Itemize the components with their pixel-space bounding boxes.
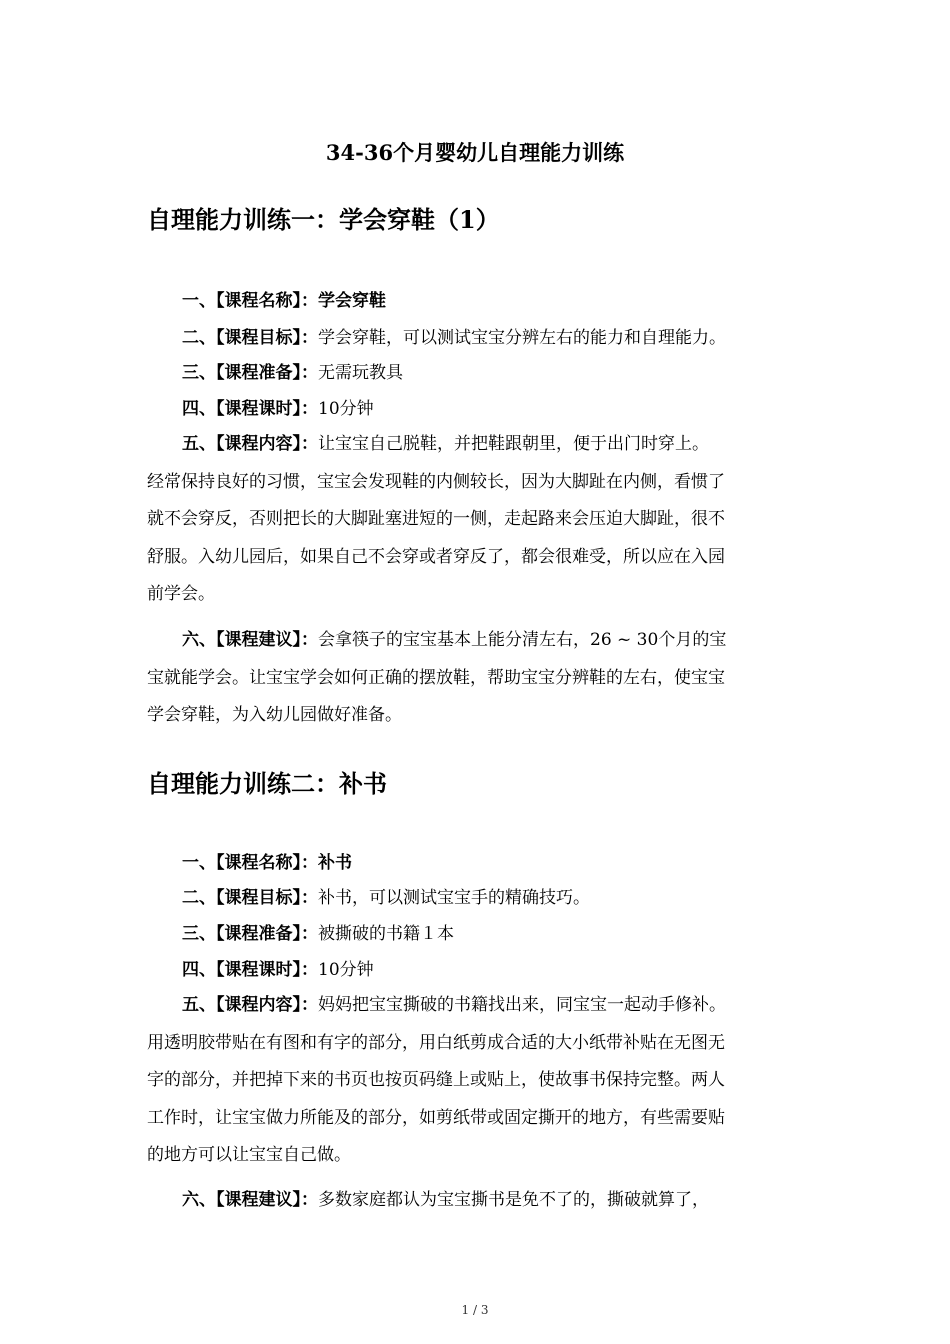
suggestion-line: 宝就能学会。让宝宝学会如何正确的摆放鞋，帮助宝宝分辨鞋的左右，使宝宝 (147, 667, 725, 688)
course-prep-item (147, 916, 807, 953)
item-value: 学会穿鞋 (318, 291, 386, 311)
content-line: 前学会。 (147, 584, 215, 604)
item-value: 10分钟 (318, 399, 374, 419)
content-line: 妈妈把宝宝撕破的书籍找出来，同宝宝一起动手修补。 (318, 995, 726, 1015)
content-line: 用透明胶带贴在有图和有字的部分，用白纸剪成合适的大小纸带补贴在无图无 (147, 1032, 725, 1053)
item-label: 五、【课程内容】： (182, 434, 318, 454)
item-label: 三、【课程准备】： (182, 363, 318, 383)
page-number: 1 / 3 (461, 1303, 489, 1317)
suggestion-line: 学会穿鞋，为入幼儿园做好准备。 (147, 705, 402, 725)
item-value: 10分钟 (318, 960, 374, 980)
item-label: 三、【课程准备】： (182, 924, 318, 944)
section-heading: 自理能力训练二：补书 (147, 769, 387, 798)
section-heading: 自理能力训练一：学会穿鞋（1） (147, 205, 500, 234)
course-name-item (147, 845, 807, 882)
item-label: 四、【课程课时】： (182, 960, 318, 980)
document-title: 34-36个月婴幼儿自理能力训练 (325, 140, 625, 165)
course-suggestion-paragraph (147, 622, 807, 735)
item-label: 六、【课程建议】： (182, 630, 318, 650)
course-prep-item (147, 355, 807, 392)
course-name-item (147, 283, 807, 320)
content-line: 字的部分，并把掉下来的书页也按页码缝上或贴上，使故事书保持完整。两人 (147, 1070, 725, 1090)
item-value: 补书 (318, 853, 352, 873)
content-line: 工作时，让宝宝做力所能及的部分，如剪纸带或固定撕开的地方，有些需要贴 (147, 1107, 725, 1128)
item-value: 学会穿鞋，可以测试宝宝分辨左右的能力和自理能力。 (318, 328, 726, 348)
suggestion-line: 多数家庭都认为宝宝撕书是免不了的，撕破就算了， (318, 1190, 709, 1210)
item-label: 二、【课程目标】： (182, 328, 318, 348)
item-label: 二、【课程目标】： (182, 888, 318, 908)
item-value: 被撕破的书籍１本 (318, 924, 454, 944)
item-value: 无需玩教具 (318, 363, 403, 383)
content-line: 让宝宝自己脱鞋，并把鞋跟朝里，便于出门时穿上。 (318, 434, 709, 454)
course-suggestion-paragraph (147, 1182, 807, 1220)
content-line: 舒服。入幼儿园后，如果自己不会穿或者穿反了，都会很难受，所以应在入园 (147, 546, 725, 567)
item-label: 一、【课程名称】： (182, 291, 318, 311)
course-goal-item (147, 880, 807, 917)
course-content-paragraph (147, 987, 807, 1175)
suggestion-line: 会拿筷子的宝宝基本上能分清左右，26 ~ 30个月的宝 (318, 630, 727, 650)
content-line: 就不会穿反，否则把长的大脚趾塞进短的一侧，走起路来会压迫大脚趾，很不 (147, 509, 725, 529)
content-line: 经常保持良好的习惯，宝宝会发现鞋的内侧较长，因为大脚趾在内侧，看惯了 (147, 471, 725, 492)
content-line: 的地方可以让宝宝自己做。 (147, 1145, 351, 1165)
course-goal-item (147, 320, 807, 357)
item-label: 六、【课程建议】： (182, 1190, 318, 1210)
item-label: 五、【课程内容】： (182, 995, 318, 1015)
course-duration-item (147, 952, 807, 989)
item-label: 四、【课程课时】： (182, 399, 318, 419)
course-content-paragraph (147, 426, 807, 614)
course-duration-item (147, 391, 807, 428)
item-label: 一、【课程名称】： (182, 853, 318, 873)
item-value: 补书，可以测试宝宝手的精确技巧。 (318, 888, 590, 908)
